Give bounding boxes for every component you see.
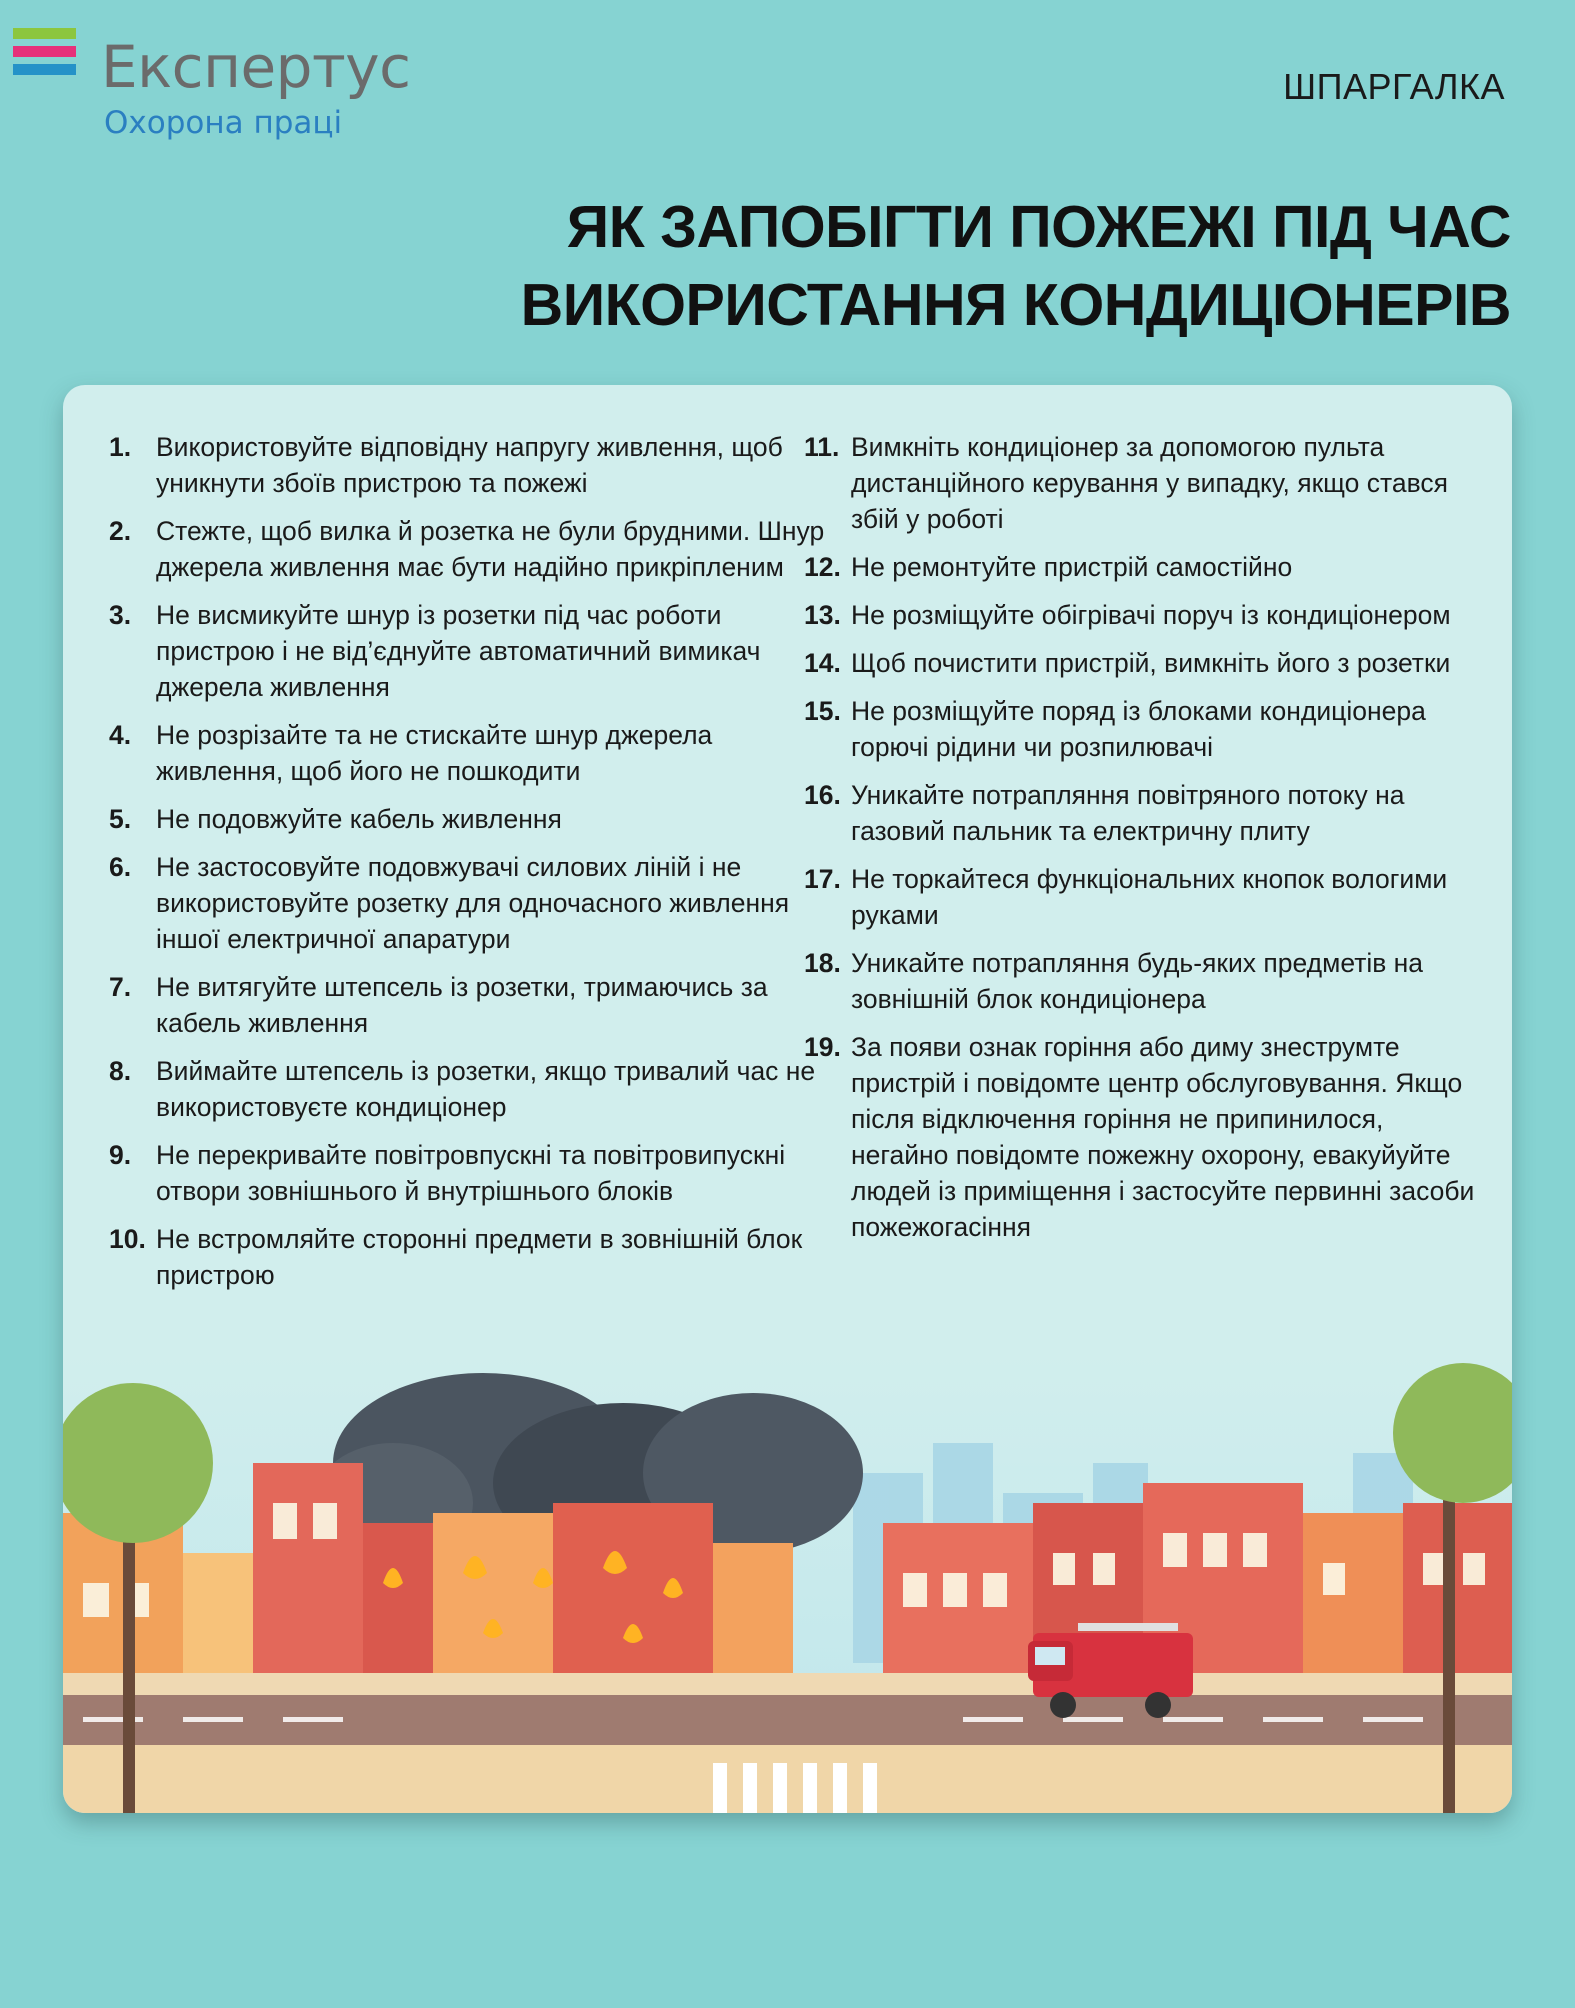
- tip-number: 14.: [804, 648, 841, 678]
- page-title: [411, 188, 1511, 344]
- burning-city-illustration: [63, 1353, 1512, 1813]
- tip-text: Вимкніть кондиціонер за допомогою пульта дистанційного керування у випадку, якщо стався збій у роботі: [851, 432, 1448, 534]
- tip-item: [804, 549, 1484, 585]
- tip-text: За появи ознак горіння або диму знеструмте пристрій і повідомте центр обслуговування. Якщо після відключення горіння не припинилося, негайно повідомте пожежну охорону, евакуйуйте людей із приміщення і застосуйте первинні засоби пожежогасіння: [851, 1032, 1475, 1242]
- tip-number: 13.: [804, 600, 841, 630]
- tip-item: [109, 513, 834, 585]
- doc-tag: ШПАРГАЛКА: [1283, 66, 1505, 107]
- brand-subtitle: Охорона праці: [104, 105, 343, 141]
- brand-name: Експертус: [101, 33, 411, 101]
- tip-number: 3.: [109, 600, 132, 630]
- tip-text: Не подовжуйте кабель живлення: [156, 804, 562, 834]
- tip-number: 18.: [804, 948, 841, 978]
- tip-item: [804, 1029, 1484, 1245]
- tip-text: Уникайте потрапляння повітряного потоку на газовий пальник та електричну плиту: [851, 780, 1405, 846]
- tip-item: [804, 645, 1484, 681]
- tip-text: Не розміщуйте поряд із блоками кондиціонера горючі рідини чи розпилювачі: [851, 696, 1426, 762]
- tip-number: 5.: [109, 804, 132, 834]
- title-line-2: ВИКОРИСТАННЯ КОНДИЦІОНЕРІВ: [520, 272, 1511, 338]
- tip-number: 8.: [109, 1056, 132, 1086]
- tip-item: [804, 429, 1484, 537]
- tip-number: 11.: [804, 432, 840, 462]
- tip-number: 12.: [804, 552, 841, 582]
- tip-item: [804, 693, 1484, 765]
- tip-number: 10.: [109, 1224, 146, 1254]
- tip-number: 4.: [109, 720, 132, 750]
- tip-item: [804, 777, 1484, 849]
- tip-item: [109, 801, 834, 837]
- tip-number: 17.: [804, 864, 841, 894]
- tip-number: 15.: [804, 696, 841, 726]
- tip-item: [804, 945, 1484, 1017]
- tip-number: 6.: [109, 852, 132, 882]
- tip-text: Виймайте штепсель із розетки, якщо тривалий час не використовуєте кондиціонер: [156, 1056, 816, 1122]
- tip-text: Щоб почистити пристрій, вимкніть його з розетки: [851, 648, 1451, 678]
- tip-number: 1.: [109, 432, 132, 462]
- tip-item: [109, 1053, 834, 1125]
- tip-text: Використовуйте відповідну напругу живлення, щоб уникнути збоїв пристрою та пожежі: [156, 432, 783, 498]
- tip-item: [804, 597, 1484, 633]
- tip-item: [109, 969, 834, 1041]
- tip-item: [109, 849, 834, 957]
- tip-text: Не висмикуйте шнур із розетки під час роботи пристрою і не від’єднуйте автоматичний вимикач джерела живлення: [156, 600, 761, 702]
- tip-text: Не торкайтеся функціональних кнопок вологими руками: [851, 864, 1448, 930]
- tip-text: Не витягуйте штепсель із розетки, тримаючись за кабель живлення: [156, 972, 768, 1038]
- tip-text: Стежте, щоб вилка й розетка не були брудними. Шнур джерела живлення має бути надійно прикріпленим: [156, 516, 825, 582]
- tip-text: Уникайте потрапляння будь-яких предметів на зовнішній блок кондиціонера: [851, 948, 1424, 1014]
- tips-right-column: [804, 429, 1484, 1257]
- tip-item: [109, 1137, 834, 1209]
- brand-logo: [13, 28, 413, 148]
- tip-text: Не застосовуйте подовжувачі силових ліній і не використовуйте розетку для одночасного живлення іншої електричної апаратури: [156, 852, 790, 954]
- tip-item: [109, 717, 834, 789]
- tip-text: Не ремонтуйте пристрій самостійно: [851, 552, 1293, 582]
- title-line-1: ЯК ЗАПОБІГТИ ПОЖЕЖІ ПІД ЧАС: [566, 194, 1511, 260]
- tip-number: 2.: [109, 516, 132, 546]
- tip-number: 19.: [804, 1032, 841, 1062]
- tip-text: Не перекривайте повітровпускні та повітровипускні отвори зовнішнього й внутрішнього блоків: [156, 1140, 786, 1206]
- tip-text: Не встромляйте сторонні предмети в зовнішній блок пристрою: [156, 1224, 803, 1290]
- tip-item: [804, 861, 1484, 933]
- tip-number: 16.: [804, 780, 841, 810]
- tip-item: [109, 1221, 834, 1293]
- tip-item: [109, 429, 834, 501]
- tip-number: 9.: [109, 1140, 132, 1170]
- tips-card: [63, 385, 1512, 1813]
- tip-text: Не розміщуйте обігрівачі поруч із кондиціонером: [851, 600, 1451, 630]
- tips-left-column: [109, 429, 834, 1305]
- tip-text: Не розрізайте та не стискайте шнур джерела живлення, щоб його не пошкодити: [156, 720, 713, 786]
- tip-item: [109, 597, 834, 705]
- tip-number: 7.: [109, 972, 132, 1002]
- logo-mark: [13, 28, 76, 82]
